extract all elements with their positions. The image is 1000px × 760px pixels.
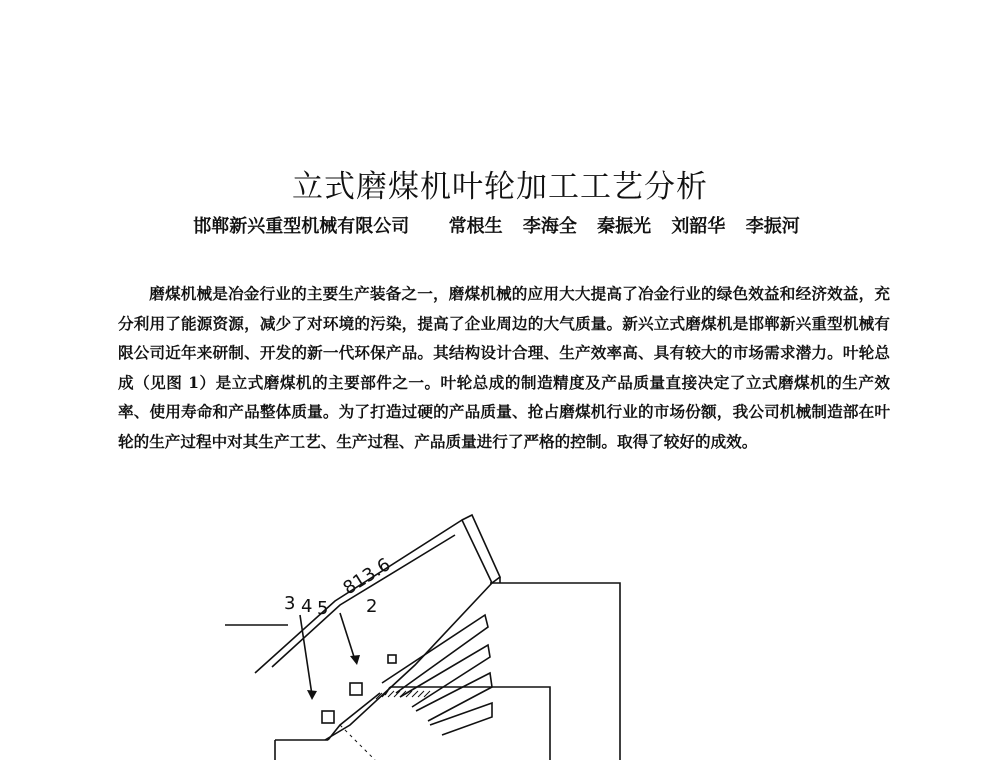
impeller-assembly-figure xyxy=(200,495,660,760)
bolt-square-1 xyxy=(322,711,334,723)
part-label-3: 3 xyxy=(284,593,296,614)
body-paragraph: 磨煤机械是冶金行业的主要生产装备之一，磨煤机械的应用大大提高了冶金行业的绿色效益和经济效益，充分利用了能源资源，减少了对环境的污染，提高了企业周边的大气质量。新兴立式磨煤机是邯郸新兴重型机械有限公司近年来研制、开发的新一代环保产品。其结构设计合理、生产效率高、具有较大的市场需求潜力。叶轮总成（见图 1）是立式磨煤机的主要部件之一。叶轮总成的制造精度及产品质量直接决定了立式磨煤机的生产效率、使用寿命和产品整体质量。为了打造过硬的产品质量、抢占磨煤机行业的市场份额，我公司机械制造部在叶轮的生产过程中对其生产工艺、生产过程、产品质量进行了严格的控制。取得了较好的成效。 xyxy=(118,284,890,451)
bolt-square-3 xyxy=(388,655,396,663)
vane-4 xyxy=(430,703,492,735)
center-line xyxy=(340,725,375,760)
part-label-2: 2 xyxy=(366,596,378,617)
housing-outline xyxy=(255,520,492,740)
vane-2 xyxy=(400,645,490,707)
part-label-4: 4 xyxy=(301,596,313,617)
author-name: 常根生 xyxy=(448,216,503,237)
author-name: 李振河 xyxy=(745,216,800,237)
bolt-square-2 xyxy=(350,683,362,695)
arrowhead-part-2 xyxy=(350,655,360,665)
author-name: 秦振光 xyxy=(597,216,652,237)
page-title: 立式磨煤机叶轮加工工艺分析 xyxy=(292,168,708,205)
byline xyxy=(0,212,1000,238)
leader-part-2 xyxy=(340,613,355,660)
arrowhead-part-3 xyxy=(307,690,317,700)
arrowheads xyxy=(307,655,360,700)
part-label-5: 5 xyxy=(317,598,329,619)
organization: 邯郸新兴重型机械有限公司 xyxy=(193,216,410,237)
figure-drawing xyxy=(200,495,660,760)
author-name: 刘韶华 xyxy=(671,216,726,237)
dimension-label: 813.6 xyxy=(339,554,395,600)
housing-inner-line xyxy=(272,535,455,667)
top-flange xyxy=(462,515,500,583)
author-name: 李海全 xyxy=(522,216,577,237)
right-casing xyxy=(490,583,620,760)
